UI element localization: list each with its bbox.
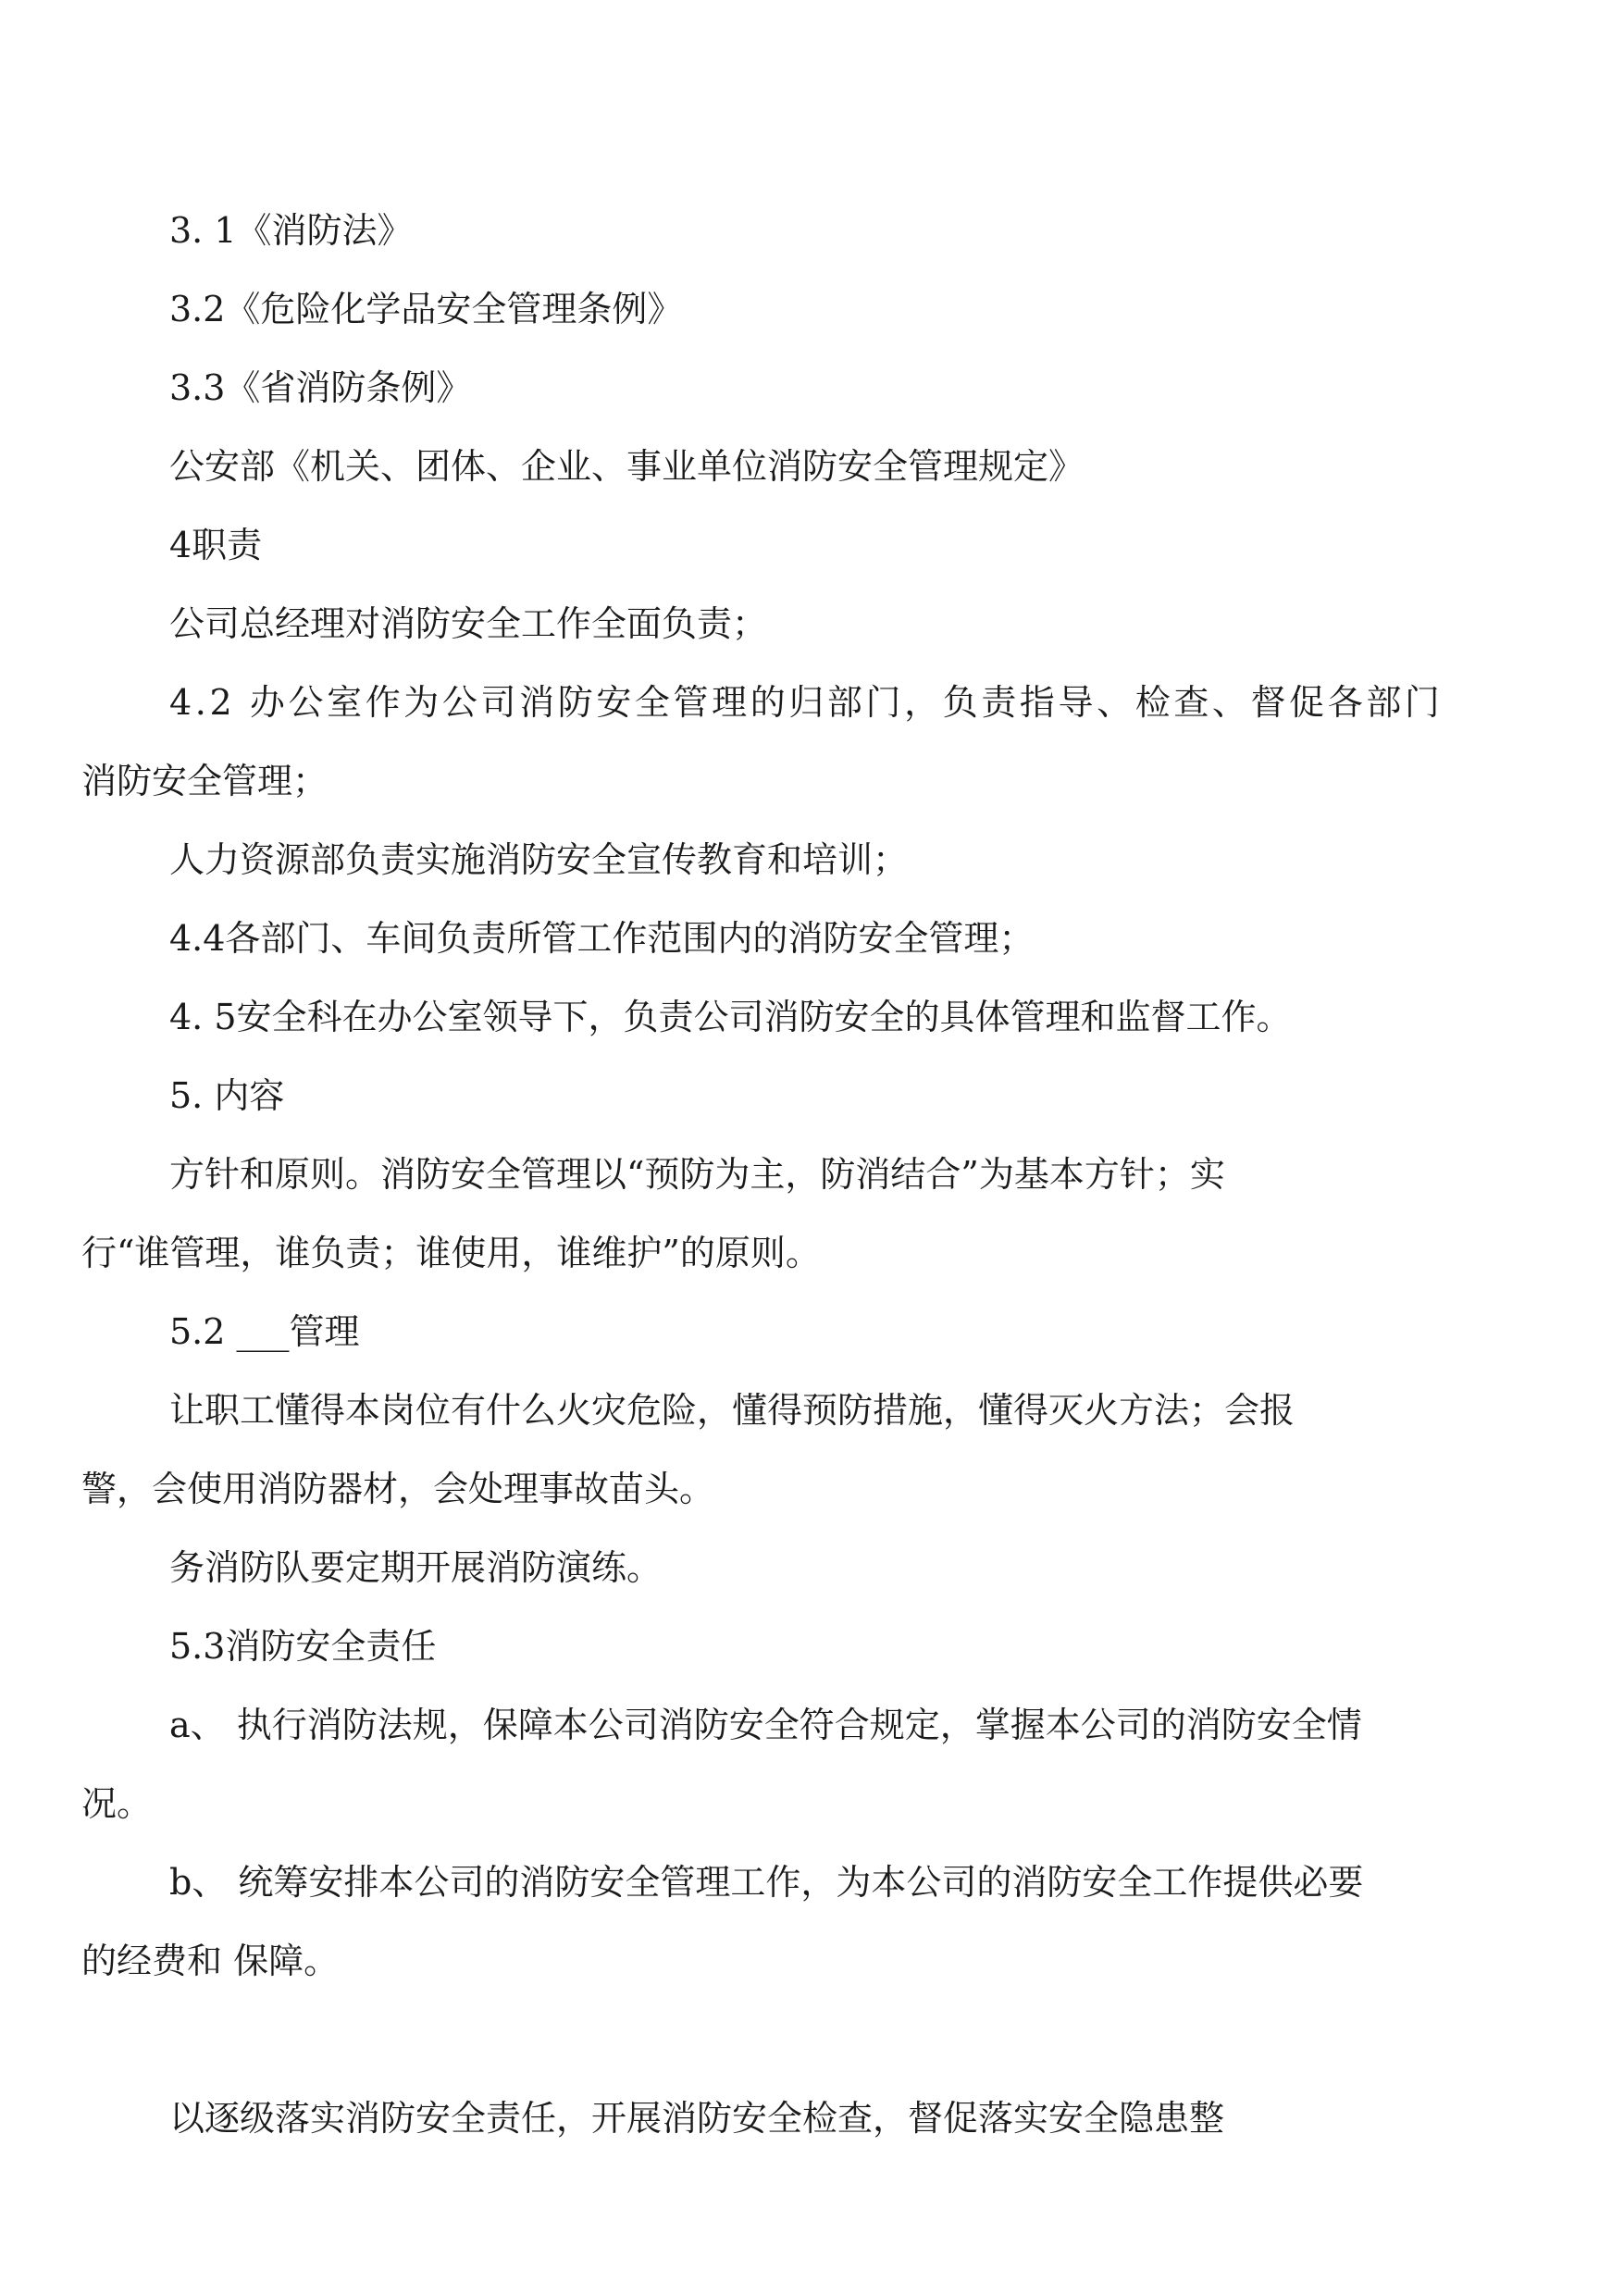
section-heading: 5. 内容	[169, 1075, 285, 1116]
section-heading: 5.3消防安全责任	[169, 1626, 437, 1667]
paragraph-line: 4.4各部门、车间负责所管工作范围内的消防安全管理；	[169, 918, 1035, 959]
paragraph-line: 让职工懂得本岗位有什么火灾危险，懂得预防措施，懂得灭火方法；会报	[169, 1390, 1295, 1431]
section-heading: 4职责	[169, 525, 263, 565]
paragraph-line: b、 统筹安排本公司的消防安全管理工作，为本公司的消防安全工作提供必要	[169, 1862, 1364, 1903]
paragraph-line: 3.2《危险化学品安全管理条例》	[169, 289, 683, 329]
paragraph-line: 况。	[81, 1783, 153, 1824]
paragraph-line: 方针和原则。消防安全管理以“预防为主，防消结合”为基本方针；实	[169, 1154, 1225, 1195]
paragraph-line: 4. 5安全科在办公室领导下，负责公司消防安全的具体管理和监督工作。	[169, 997, 1292, 1037]
paragraph-line: 公司总经理对消防安全工作全面负责；	[169, 603, 768, 644]
paragraph-line: 3.3《省消防条例》	[169, 367, 472, 408]
paragraph-line: 警，会使用消防器材，会处理事故苗头。	[81, 1469, 715, 1509]
paragraph-line: 消防安全管理；	[81, 761, 329, 801]
paragraph-line: 的经费和 保障。	[81, 1941, 340, 1981]
paragraph-line: 务消防队要定期开展消防演练。	[169, 1547, 663, 1588]
paragraph-line: 3. 1《消防法》	[169, 210, 413, 251]
paragraph-line: 以逐级落实消防安全责任，开展消防安全检查，督促落实安全隐患整	[169, 2098, 1225, 2139]
section-heading: 5.2 ___管理	[169, 1311, 360, 1352]
paragraph-line: 公安部《机关、团体、企业、事业单位消防安全管理规定》	[169, 446, 1085, 487]
paragraph-line: 行“谁管理，谁负责；谁使用，谁维护”的原则。	[81, 1233, 821, 1273]
paragraph-line: 4.2 办公室作为公司消防安全管理的归部门，负责指导、检查、督促各部门	[169, 682, 1444, 723]
paragraph-line: 人力资源部负责实施消防安全宣传教育和培训；	[169, 839, 909, 880]
paragraph-line: a、 执行消防法规，保障本公司消防安全符合规定，掌握本公司的消防安全情	[169, 1705, 1362, 1745]
